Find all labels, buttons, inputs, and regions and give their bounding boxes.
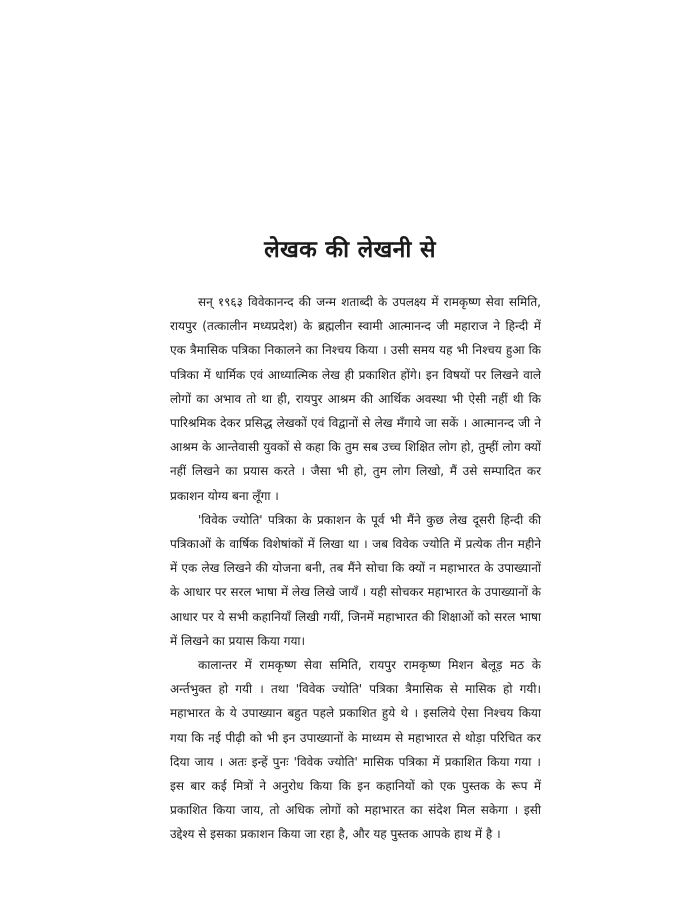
body-text — [170, 290, 541, 847]
page-title: लेखक की लेखनी से — [264, 237, 436, 263]
paragraph-1: सन् १९६३ विवेकानन्द की जन्म शताब्दी के उपलक्ष्य में रामकृष्ण सेवा समिति, रायपुर (तत्कालीन मध्यप्रदेश) के ब्रह्मलीन स्वामी आत्मानन्द जी महाराज ने हिन्दी में एक त्रैमासिक पत्रिका निकालने का निश्चय किया । उसी समय यह भी निश्चय हुआ कि पत्रिका में धार्मिक एवं आध्यात्मिक लेख ही प्रकाशित होंगे। इन विषयों पर लिखने वाले लोगों का अभाव तो था ही, रायपुर आश्रम की आर्थिक अवस्था भी ऐसी नहीं थी कि पारिश्रमिक देकर प्रसिद्ध लेखकों एवं विद्वानों से लेख मँगाये जा सकें । आत्मानन्द जी ने आश्रम के आन्तेवासी युवकों से कहा कि तुम सब उच्च शिक्षित लोग हो, तुम्हीं लोग क्यों नहीं लिखने का प्रयास करते । जैसा भी हो, तुम लोग लिखो, मैं उसे सम्पादित कर प्रकाशन योग्य बना लूँगा । — [170, 295, 541, 503]
paragraph-3: कालान्तर में रामकृष्ण सेवा समिति, रायपुर रामकृष्ण मिशन बेलूड़ मठ के अर्न्तभुक्त हो गयी । तथा 'विवेक ज्योति' पत्रिका त्रैमासिक से मासिक हो गयी। महाभारत के ये उपाख्यान बहुत पहले प्रकाशित हुये थे । इसलिये ऐसा निश्चय किया गया कि नई पीढ़ी को भी इन उपाख्यानों के माध्यम से महाभारत से थोड़ा परिचित कर दिया जाय । अतः इन्हें पुनः 'विवेक ज्योति' मासिक पत्रिका में प्रकाशित किया गया । इस बार कई मित्रों ने अनुरोध किया कि इन कहानियों को एक पुस्तक के रूप में प्रकाशित किया जाय, तो अधिक लोगों को महाभारत का संदेश मिल सकेगा । इसी उद्देश्य से इसका प्रकाशन किया जा रहा है, और यह पुस्तक आपके हाथ में है । — [170, 658, 541, 842]
paragraph-2: 'विवेक ज्योति' पत्रिका के प्रकाशन के पूर्व भी मैंने कुछ लेख दूसरी हिन्दी की पत्रिकाओं के वार्षिक विशेषांकों में लिखा था । जब विवेक ज्योति में प्रत्येक तीन महीने में एक लेख लिखने की योजना बनी, तब मैंने सोचा कि क्यों न महाभारत के उपाख्यानों के आधार पर सरल भाषा में लेख लिखे जायँ । यही सोचकर महाभारत के उपाख्यानों के आधार पर ये सभी कहानियाँ लिखी गयीं, जिनमें महाभारत की शिक्षाओं को सरल भाषा में लिखने का प्रयास किया गया। — [170, 512, 541, 648]
